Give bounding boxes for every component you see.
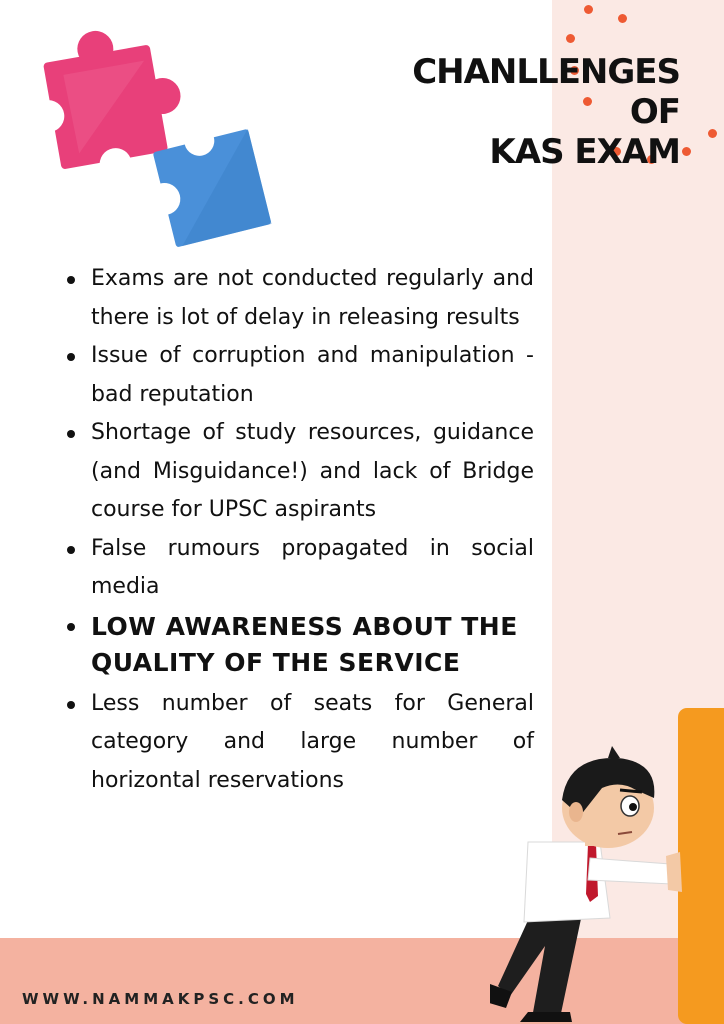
bullet-icon <box>67 276 75 284</box>
bullet-icon <box>67 353 75 361</box>
challenges-list <box>64 260 534 800</box>
list-item <box>64 530 534 607</box>
list-item-text: Shortage of study resources, guidance (and Misguidance!) and lack of Bridge course for UPSC aspirants <box>91 420 534 522</box>
list-item <box>64 260 534 337</box>
dot-icon <box>566 34 575 43</box>
list-item-text: False rumours propagated in social media <box>91 535 534 599</box>
list-item <box>64 685 534 801</box>
list-item <box>64 337 534 414</box>
bullet-icon <box>67 546 75 554</box>
list-item-text: Issue of corruption and manipulation - bad reputation <box>91 343 534 407</box>
bullet-icon <box>67 430 75 438</box>
man-pushing-wall-illustration <box>490 746 690 1024</box>
list-item-emphasis <box>64 609 534 681</box>
dot-icon <box>708 129 717 138</box>
list-item-text: Less number of seats for General category and large number of horizontal reservations <box>91 690 534 793</box>
list-item <box>64 414 534 530</box>
dot-icon <box>682 147 691 156</box>
list-item-text: LOW AWARENESS ABOUT THE QUALITY OF THE SERVICE <box>91 611 518 677</box>
title-line-1: CHANLLENGES OF <box>412 52 680 132</box>
website-url: WWW.NAMMAKPSC.COM <box>22 990 299 1008</box>
puzzle-piece-icon <box>138 112 278 257</box>
title-line-2: KAS EXAM <box>489 132 680 172</box>
page-title <box>360 52 680 172</box>
bullet-icon <box>67 623 75 631</box>
bullet-icon <box>67 701 75 709</box>
list-item-text: Exams are not conducted regularly and there is lot of delay in releasing results <box>91 266 534 330</box>
dot-icon <box>618 14 627 23</box>
dot-icon <box>584 5 593 14</box>
